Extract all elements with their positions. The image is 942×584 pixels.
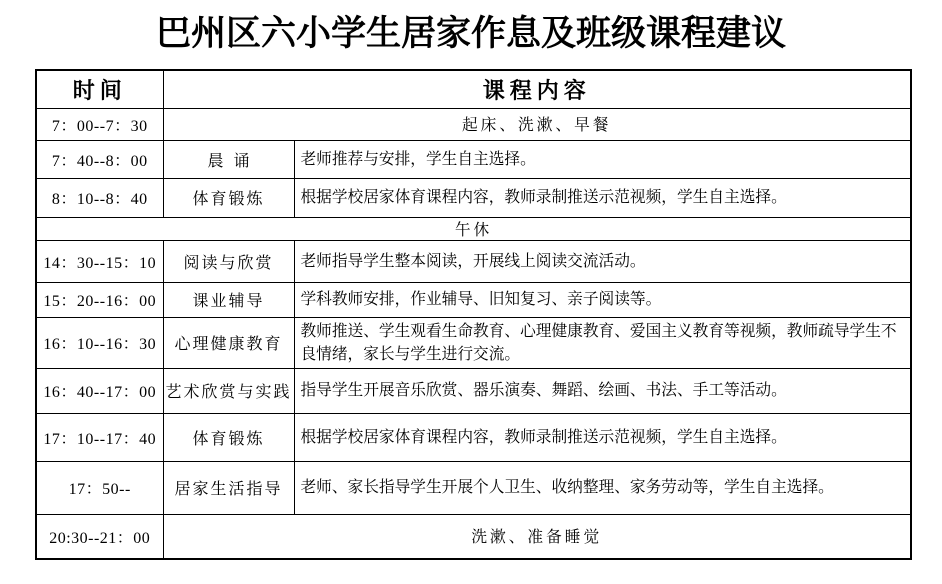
time-cell: 20:30--21：00 — [36, 514, 163, 559]
time-cell: 7：00--7：30 — [36, 108, 163, 140]
table-row — [36, 108, 911, 140]
activity-cell: 艺术欣赏与实践 — [163, 368, 294, 413]
content-cell: 老师推荐与安排，学生自主选择。 — [294, 140, 911, 178]
activity-cell: 阅读与欣赏 — [163, 240, 294, 282]
header-course-content: 课程内容 — [163, 70, 911, 108]
table-row — [36, 368, 911, 413]
header-time: 时间 — [36, 70, 163, 108]
time-cell: 16：10--16：30 — [36, 317, 163, 368]
merged-content-cell: 起床、洗漱、早餐 — [163, 108, 911, 140]
table-row — [36, 282, 911, 317]
content-cell: 根据学校居家体育课程内容，教师录制推送示范视频，学生自主选择。 — [294, 413, 911, 461]
activity-cell: 晨诵 — [163, 140, 294, 178]
time-cell: 8：10--8：40 — [36, 178, 163, 217]
content-cell: 教师推送、学生观看生命教育、心理健康教育、爱国主义教育等视频，教师疏导学生不良情绪，家长与学生进行交流。 — [294, 317, 911, 368]
content-cell: 指导学生开展音乐欣赏、器乐演奏、舞蹈、绘画、书法、手工等活动。 — [294, 368, 911, 413]
time-cell: 15：20--16：00 — [36, 282, 163, 317]
table-row — [36, 140, 911, 178]
schedule-table-body — [36, 108, 911, 559]
table-row — [36, 178, 911, 217]
schedule-table — [35, 69, 912, 560]
activity-cell: 居家生活指导 — [163, 461, 294, 514]
content-cell: 根据学校居家体育课程内容，教师录制推送示范视频，学生自主选择。 — [294, 178, 911, 217]
table-row — [36, 317, 911, 368]
table-row — [36, 413, 911, 461]
time-cell: 14：30--15：10 — [36, 240, 163, 282]
activity-cell: 体育锻炼 — [163, 178, 294, 217]
table-row — [36, 240, 911, 282]
table-row — [36, 461, 911, 514]
table-row — [36, 217, 911, 240]
activity-cell: 课业辅导 — [163, 282, 294, 317]
content-cell: 老师指导学生整本阅读，开展线上阅读交流活动。 — [294, 240, 911, 282]
activity-cell: 心理健康教育 — [163, 317, 294, 368]
full-span-cell: 午休 — [36, 217, 911, 240]
time-cell: 17：10--17：40 — [36, 413, 163, 461]
content-cell: 学科教师安排，作业辅导、旧知复习、亲子阅读等。 — [294, 282, 911, 317]
time-cell: 17：50-- — [36, 461, 163, 514]
merged-content-cell: 洗漱、准备睡觉 — [163, 514, 911, 559]
time-cell: 7：40--8：00 — [36, 140, 163, 178]
table-header-row — [36, 70, 911, 108]
content-cell: 老师、家长指导学生开展个人卫生、收纳整理、家务劳动等，学生自主选择。 — [294, 461, 911, 514]
activity-cell: 体育锻炼 — [163, 413, 294, 461]
page-title: 巴州区六小学生居家作息及班级课程建议 — [155, 14, 786, 53]
time-cell: 16：40--17：00 — [36, 368, 163, 413]
table-row — [36, 514, 911, 559]
